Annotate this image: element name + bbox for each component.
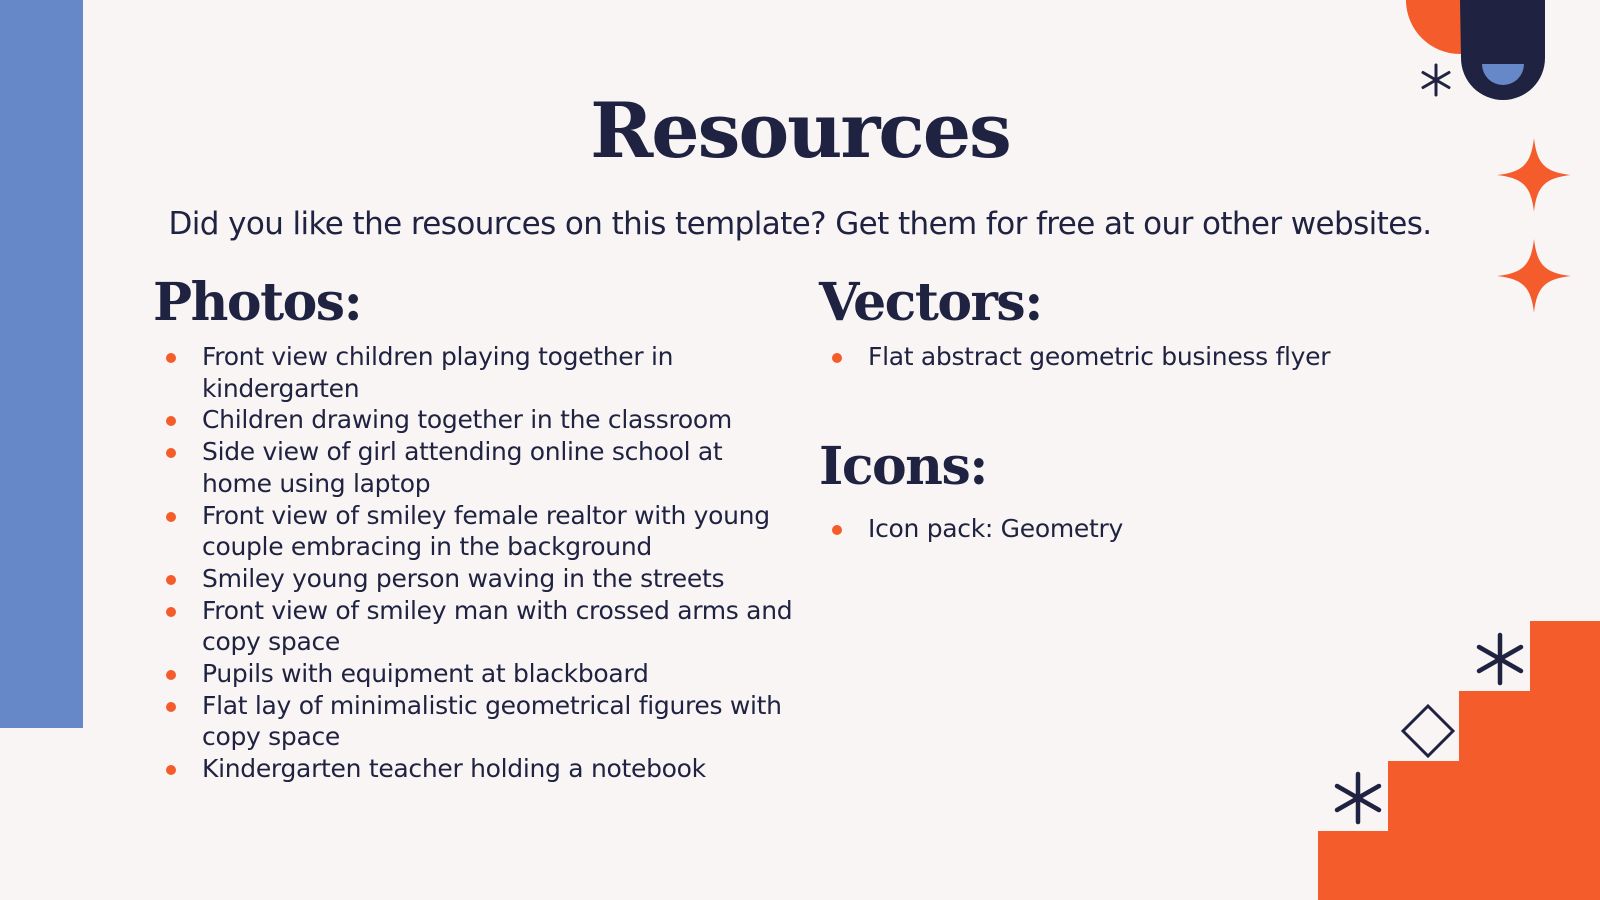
asterisk-icon: [1418, 62, 1454, 98]
icons-heading: Icons:: [819, 436, 987, 497]
diamond-icon: [1400, 703, 1456, 759]
page-title: Resources: [590, 86, 1010, 175]
page-subtitle: Did you like the resources on this template? Get them for free at our other websites.: [168, 206, 1432, 242]
four-point-star-icon: [1497, 138, 1571, 212]
four-point-star-icon: [1497, 239, 1571, 313]
stair-steps-shape: [1318, 621, 1600, 900]
list-item: Icon pack: Geometry: [821, 513, 1461, 545]
list-item: Pupils with equipment at blackboard: [155, 658, 795, 690]
asterisk-icon: [1331, 771, 1385, 825]
list-item: Front view children playing together in kindergarten: [155, 341, 795, 404]
photos-list: [155, 341, 795, 785]
photos-heading: Photos:: [153, 272, 362, 333]
list-item: Flat abstract geometric business flyer: [821, 341, 1461, 373]
icons-list: [821, 513, 1461, 545]
list-item: Front view of smiley man with crossed arms and copy space: [155, 595, 795, 658]
list-item: Flat lay of minimalistic geometrical figures with copy space: [155, 690, 795, 753]
vectors-heading: Vectors:: [819, 272, 1042, 333]
list-item: Side view of girl attending online school at home using laptop: [155, 436, 795, 499]
list-item: Children drawing together in the classroom: [155, 404, 795, 436]
list-item: Smiley young person waving in the streets: [155, 563, 795, 595]
list-item: Front view of smiley female realtor with young couple embracing in the background: [155, 500, 795, 563]
asterisk-icon: [1473, 632, 1527, 686]
list-item: Kindergarten teacher holding a notebook: [155, 753, 795, 785]
vectors-list: [821, 341, 1461, 373]
